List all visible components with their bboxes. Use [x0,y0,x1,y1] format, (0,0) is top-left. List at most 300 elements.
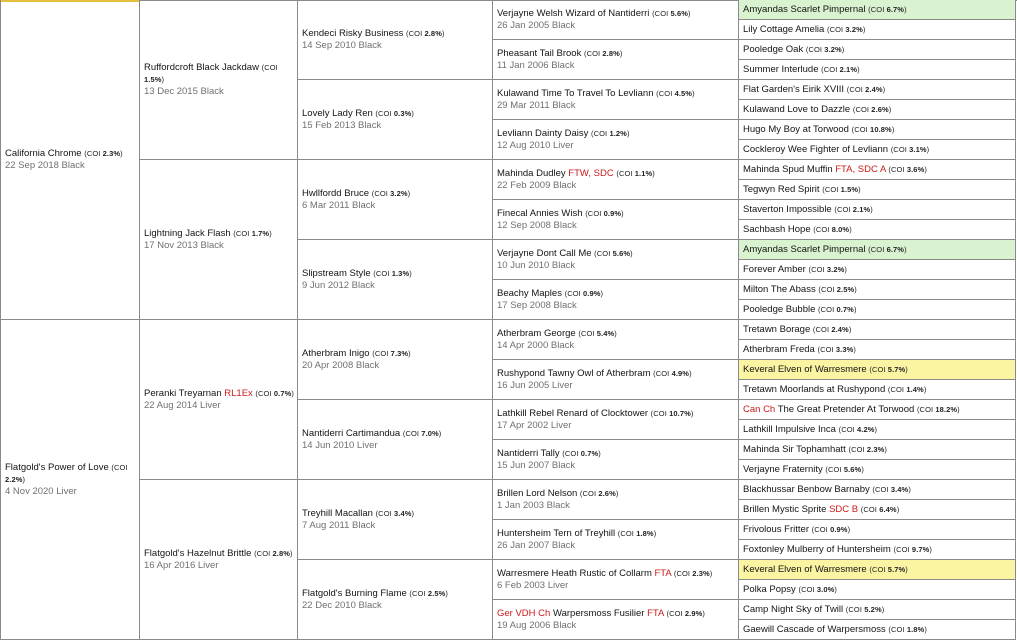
dog-cell[interactable] [0,0,140,320]
coi-number: 2.3% [866,444,885,454]
coi-label: COI [596,248,611,258]
coi-label: COI [808,44,823,54]
dog-name-line[interactable] [497,608,735,620]
dog-birth-color: 14 Apr 2000 Black [497,339,575,351]
dog-name: Kulawand Time To Travel To Levliann [497,87,654,99]
dog-name-line[interactable] [743,464,1012,476]
dog-name-line[interactable] [743,584,1012,596]
dog-name-line[interactable] [743,424,1012,436]
dog-name: Atherbram Inigo [302,347,370,359]
great-grandparent-cell[interactable] [493,200,739,240]
great-great-grandparent-cell[interactable] [739,160,1016,180]
dog-name-line[interactable] [743,124,1012,136]
dog-name: Slipstream Style [302,267,371,279]
dog-birth-color: 22 Dec 2010 Black [302,599,382,611]
great-great-grandparent-cell[interactable] [739,300,1016,320]
great-grandparent-cell[interactable] [493,520,739,560]
coi-label: COI [405,428,420,438]
coi-value: (COI 2.3%) [848,444,887,454]
dog-name: Verjayne Dont Call Me [497,247,592,259]
coi-label: COI [113,462,128,472]
dog-name: Finecal Annies Wish [497,207,583,219]
dog-name: Tegwyn Red Spirit [743,183,820,195]
coi-value: (COI 0.7%) [255,388,294,398]
great-grandparent-cell[interactable] [493,160,739,200]
dog-name-line[interactable] [497,208,735,220]
coi-number: 5.6% [670,8,688,18]
great-great-grandparent-cell[interactable] [739,140,1016,160]
dog-name-line[interactable] [743,64,1012,76]
coi-value: (COI 3.1%) [890,144,930,154]
coi-label: COI [587,208,602,218]
dog-name-line[interactable] [497,568,735,580]
title-suffix: RL1Ex [224,387,253,399]
coi-value: (COI 1.7%) [233,228,272,238]
coi-label: COI [849,84,863,94]
coi-label: COI [378,108,392,118]
great-grandparent-cell[interactable] [493,40,739,80]
dog-name-line[interactable] [743,284,1012,296]
coi-number: 3.3% [835,344,854,354]
dog-name: Lovely Lady Ren [302,107,373,119]
coi-label: COI [378,508,392,518]
coi-number: 1.8% [906,624,925,634]
dog-name-line[interactable] [743,444,1012,456]
coi-value: (COI 1.8%) [617,528,657,538]
great-great-grandparent-cell[interactable] [739,180,1016,200]
dog-name-line[interactable] [302,188,489,200]
dog-name-line[interactable] [497,248,735,260]
dog-name: Hwllfordd Bruce [302,187,370,199]
coi-value: (COI 4.5%) [656,88,695,98]
dog-name-line[interactable] [497,288,735,300]
coi-label: COI [890,384,905,394]
great-great-grandparent-cell[interactable] [739,0,1016,20]
coi-number: 2.8% [424,28,442,38]
parent-cell[interactable] [140,160,298,320]
coi-number: 5.4% [596,328,615,338]
dog-name-line[interactable] [497,128,735,140]
coi-value: (COI 7.0%) [402,428,442,438]
dog-name-line[interactable] [743,164,1012,176]
great-great-grandparent-cell[interactable] [739,540,1016,560]
great-grandparent-cell[interactable] [493,280,739,320]
great-grandparent-cell[interactable] [493,120,739,160]
coi-label: COI [871,564,886,574]
coi-number: 1.4% [906,384,924,394]
dog-name-line[interactable] [144,548,294,560]
grandparent-cell[interactable] [298,80,493,160]
dog-name-line[interactable] [743,624,1012,636]
coi-value: (COI 8.0%) [813,224,852,234]
dog-name: Amyandas Scarlet Pimpernal [743,3,866,15]
great-great-grandparent-cell[interactable] [739,80,1016,100]
great-great-grandparent-cell[interactable] [739,220,1016,240]
coi-number: 5.7% [887,564,906,574]
dog-birth-color: 26 Jan 2005 Black [497,19,576,31]
coi-number: 2.3% [102,148,121,158]
dog-name: Mahinda Sir Tophamhatt [743,443,846,455]
grandparent-cell[interactable] [298,160,493,240]
dog-name-line[interactable] [497,328,735,340]
dog-name-line[interactable] [144,228,294,240]
dog-name-line[interactable] [302,268,489,280]
dog-name-line[interactable] [144,62,294,86]
coi-number: 1.7% [251,228,270,238]
great-great-grandparent-cell[interactable] [739,20,1016,40]
coi-label: COI [823,64,838,74]
great-great-grandparent-cell[interactable] [739,340,1016,360]
dog-name-line[interactable] [743,384,1012,396]
dog-name: Kulawand Love to Dazzle [743,103,851,115]
great-great-grandparent-cell[interactable] [739,380,1016,400]
coi-number: 5.2% [864,604,882,614]
dog-name-line[interactable] [743,324,1012,336]
coi-number: 3.2% [845,24,863,34]
dog-name-line[interactable] [743,484,1012,496]
coi-value: (COI 5.6%) [652,8,691,18]
great-grandparent-cell[interactable] [493,600,739,640]
title-suffix: SDC B [829,503,859,515]
dog-name-line[interactable] [497,88,735,100]
coi-value: (COI 2.4%) [812,324,852,334]
coi-label: COI [654,8,669,18]
dog-name-line[interactable] [302,28,489,40]
great-great-grandparent-cell[interactable] [739,480,1016,500]
coi-label: COI [235,228,250,238]
coi-number: 4.5% [674,88,693,98]
coi-value: (COI 2.2%) [5,462,128,484]
coi-label: COI [891,164,905,174]
dog-name: Tretawn Borage [743,323,811,335]
dog-name: Amyandas Scarlet Pimpernal [743,243,866,255]
coi-label: COI [264,62,278,72]
dog-name: Rushypond Tawny Owl of Atherbram [497,367,651,379]
dog-name-line[interactable] [497,48,735,60]
dog-name-line[interactable] [302,428,489,440]
coi-value: (COI 3.6%) [888,164,927,174]
coi-label: COI [824,184,839,194]
coi-label: COI [375,268,390,278]
coi-value: (COI 7.3%) [372,348,411,358]
dog-birth-color: 20 Apr 2008 Black [302,359,380,371]
coi-label: COI [593,128,608,138]
title-suffix: FTW, SDC [568,167,614,179]
great-great-grandparent-cell[interactable] [739,420,1016,440]
dog-name: Flatgold's Burning Flame [302,587,407,599]
great-great-grandparent-cell[interactable] [739,560,1016,580]
dog-birth-color: 10 Jun 2010 Black [497,259,576,271]
grandparent-cell[interactable] [298,560,493,640]
coi-number: 6.7% [886,4,905,14]
dog-name-line[interactable] [743,604,1012,616]
dog-name-line[interactable] [743,344,1012,356]
coi-number: 2.6% [871,104,889,114]
coi-value: (COI 2.6%) [579,488,619,498]
coi-label: COI [676,568,691,578]
grandparent-cell[interactable] [298,240,493,320]
great-grandparent-cell[interactable] [493,240,739,280]
great-grandparent-cell[interactable] [493,400,739,440]
dog-birth-color: 26 Jan 2007 Black [497,539,576,551]
dog-name: Lightning Jack Flash [144,227,231,239]
coi-label: COI [655,368,670,378]
grandparent-cell[interactable] [298,0,493,80]
dog-name-line[interactable] [302,348,489,360]
coi-number: 2.5% [427,588,446,598]
dog-name-line[interactable] [5,148,136,160]
dog-name-line[interactable] [743,24,1012,36]
great-great-grandparent-cell[interactable] [739,580,1016,600]
dog-birth-color: 6 Feb 2003 Liver [497,579,569,591]
great-great-grandparent-cell[interactable] [739,240,1016,260]
coi-number: 0.9% [583,288,601,298]
dog-name-line[interactable] [497,488,735,500]
dog-birth-color: 16 Jun 2005 Liver [497,379,573,391]
dog-name-line[interactable] [144,388,294,400]
grandparent-cell[interactable] [298,400,493,480]
coi-value: (COI 3.2%) [826,24,866,34]
coi-number: 3.6% [906,164,925,174]
coi-value: (COI 1.3%) [373,268,412,278]
dog-name: Mahinda Spud Muffin [743,163,833,175]
parent-cell[interactable] [140,480,298,640]
coi-value: (COI 3.0%) [798,584,837,594]
dog-name-line[interactable] [302,588,489,600]
dog-name-line[interactable] [5,462,136,486]
coi-label: COI [893,144,907,154]
parent-cell[interactable] [140,320,298,480]
coi-value: (COI 1.4%) [887,384,927,394]
dog-name: Atherbram George [497,327,576,339]
coi-value: (COI 0.9%) [564,288,604,298]
coi-value: (COI 5.6%) [825,464,864,474]
dog-name-line[interactable] [743,244,1012,256]
coi-label: COI [814,524,828,534]
coi-number: 6.4% [879,504,897,514]
coi-label: COI [815,324,830,334]
coi-number: 2.8% [602,48,620,58]
dog-name-line[interactable] [743,44,1012,56]
dog-birth-color: 15 Jun 2007 Black [497,459,576,471]
coi-label: COI [86,148,101,158]
dog-birth-color: 1 Jan 2003 Black [497,499,570,511]
dog-name-line[interactable] [743,364,1012,376]
great-grandparent-cell[interactable] [493,440,739,480]
coi-label: COI [854,124,868,134]
dog-name: Levliann Dainty Daisy [497,127,589,139]
dog-birth-color: 14 Jun 2010 Liver [302,439,378,451]
coi-value: (COI 6.4%) [860,504,900,514]
dog-birth-color: 29 Mar 2011 Black [497,99,576,111]
dog-name-line[interactable] [743,184,1012,196]
dog-name: Ruffordcroft Black Jackdaw [144,61,259,73]
dog-name-line[interactable] [497,8,735,20]
dog-name: Pooledge Oak [743,43,804,55]
coi-value: (COI 4.9%) [653,368,692,378]
dog-name-line[interactable] [497,528,735,540]
dog-name-line[interactable] [497,368,735,380]
coi-number: 3.2% [824,44,842,54]
dog-name-line[interactable] [743,4,1012,16]
great-grandparent-cell[interactable] [493,80,739,120]
dog-birth-color: 7 Aug 2011 Black [302,519,376,531]
dog-name: Pheasant Tail Brook [497,47,582,59]
dog-birth-color: 14 Sep 2010 Black [302,39,382,51]
coi-value: (COI 2.5%) [818,284,857,294]
coi-label: COI [848,604,863,614]
coi-value: (COI 1.5%) [822,184,861,194]
title-suffix: FTA [647,607,664,619]
coi-label: COI [258,388,272,398]
coi-label: COI [919,404,934,414]
coi-label: COI [653,408,667,418]
great-great-grandparent-cell[interactable] [739,400,1016,420]
great-great-grandparent-cell[interactable] [739,40,1016,60]
coi-value: (COI 10.7%) [650,408,694,418]
coi-label: COI [658,88,673,98]
coi-number: 1.8% [636,528,654,538]
coi-value: (COI 2.5%) [409,588,448,598]
great-grandparent-cell[interactable] [493,320,739,360]
coi-number: 0.3% [393,108,412,118]
dog-name-line[interactable] [497,408,735,420]
great-great-grandparent-cell[interactable] [739,520,1016,540]
great-grandparent-cell[interactable] [493,480,739,520]
parent-cell[interactable] [140,0,298,160]
dog-name-line[interactable] [743,84,1012,96]
coi-number: 1.3% [391,268,410,278]
dog-name-line[interactable] [743,544,1012,556]
coi-label: COI [851,444,865,454]
coi-number: 4.9% [671,368,690,378]
dog-name: Warresmere Heath Rustic of Collarm [497,567,652,579]
great-grandparent-cell[interactable] [493,360,739,400]
dog-name-line[interactable] [743,204,1012,216]
coi-label: COI [870,244,885,254]
dog-birth-color: 22 Sep 2018 Black [5,159,85,171]
coi-number: 0.9% [830,524,848,534]
dog-name: Brillen Lord Nelson [497,487,578,499]
coi-value: (COI 5.7%) [869,564,908,574]
coi-number: 5.6% [843,464,862,474]
great-great-grandparent-cell[interactable] [739,280,1016,300]
coi-value: (COI 2.6%) [852,104,892,114]
great-great-grandparent-cell[interactable] [739,60,1016,80]
dog-name: California Chrome [5,147,82,159]
grandparent-cell[interactable] [298,480,493,560]
coi-value: (COI 3.4%) [375,508,415,518]
coi-number: 4.2% [857,424,875,434]
coi-value: (COI 2.4%) [846,84,886,94]
dog-name: Tretawn Moorlands at Rushypond [743,383,886,395]
dog-name-line[interactable] [743,224,1012,236]
coi-number: 7.0% [421,428,439,438]
coi-value: (COI 2.1%) [821,64,860,74]
dog-name: Peranki Treyarnan [144,387,222,399]
great-great-grandparent-cell[interactable] [739,200,1016,220]
dog-name-line[interactable] [743,144,1012,156]
title-suffix: FTA [654,567,672,579]
great-grandparent-cell[interactable] [493,560,739,600]
dog-name: Sachbash Hope [743,223,811,235]
coi-label: COI [863,504,877,514]
coi-value: (COI 18.2%) [916,404,960,414]
dog-name: Beachy Maples [497,287,562,299]
great-great-grandparent-cell[interactable] [739,260,1016,280]
dog-name: Mahinda Dudley [497,167,566,179]
great-great-grandparent-cell[interactable] [739,120,1016,140]
coi-label: COI [408,28,423,38]
coi-value: (COI 3.3%) [817,344,856,354]
great-great-grandparent-cell[interactable] [739,100,1016,120]
great-great-grandparent-cell[interactable] [739,500,1016,520]
dog-name-line[interactable] [743,304,1012,316]
title-suffix: FTA, SDC A [835,163,886,175]
dog-birth-color: 22 Aug 2014 Liver [144,399,221,411]
dog-name: Lily Cottage Amelia [743,23,825,35]
great-great-grandparent-cell[interactable] [739,600,1016,620]
dog-birth-color: 6 Mar 2011 Black [302,199,376,211]
coi-label: COI [618,168,633,178]
coi-value: (COI 3.2%) [808,264,848,274]
coi-number: 2.8% [272,548,290,558]
great-great-grandparent-cell[interactable] [739,360,1016,380]
dog-name-line[interactable] [497,168,735,180]
coi-number: 18.2% [935,404,958,414]
coi-number: 10.7% [669,408,691,418]
dog-name: Keveral Elven of Warresmere [743,563,867,575]
dog-name-line[interactable] [743,104,1012,116]
dog-name: Verjayne Fraternity [743,463,823,475]
grandparent-cell[interactable] [298,320,493,400]
dog-name-line[interactable] [743,564,1012,576]
coi-value: (COI 0.3%) [375,108,414,118]
dog-name-line[interactable] [743,404,1012,416]
dog-name-line[interactable] [497,448,735,460]
dog-name: Lathkill Rebel Renard of Clocktower [497,407,649,419]
great-great-grandparent-cell[interactable] [739,620,1016,640]
coi-value: (COI 1.1%) [616,168,655,178]
dog-name-line[interactable] [302,108,489,120]
dog-birth-color: 22 Feb 2009 Black [497,179,577,191]
coi-value: (COI 0.9%) [585,208,624,218]
dog-birth-color: 17 Sep 2008 Black [497,299,577,311]
great-great-grandparent-cell[interactable] [739,440,1016,460]
dog-name-line[interactable] [302,508,489,520]
dog-name-line[interactable] [743,524,1012,536]
dog-birth-color: 4 Nov 2020 Liver [5,485,77,497]
coi-number: 2.2% [5,474,23,484]
coi-label: COI [820,284,835,294]
dog-cell[interactable] [0,320,140,640]
coi-label: COI [620,528,634,538]
dog-name-line[interactable] [743,264,1012,276]
coi-number: 7.3% [390,348,409,358]
coi-number: 2.5% [836,284,855,294]
coi-value: (COI 5.4%) [578,328,617,338]
dog-birth-color: 15 Feb 2013 Black [302,119,382,131]
great-great-grandparent-cell[interactable] [739,320,1016,340]
coi-label: COI [870,4,885,14]
great-great-grandparent-cell[interactable] [739,460,1016,480]
coi-number: 5.6% [612,248,631,258]
coi-value: (COI 6.7%) [868,244,907,254]
great-grandparent-cell[interactable] [493,0,739,40]
coi-number: 1.5% [840,184,859,194]
dog-name-line[interactable] [743,504,1012,516]
dog-name: Pooledge Bubble [743,303,816,315]
